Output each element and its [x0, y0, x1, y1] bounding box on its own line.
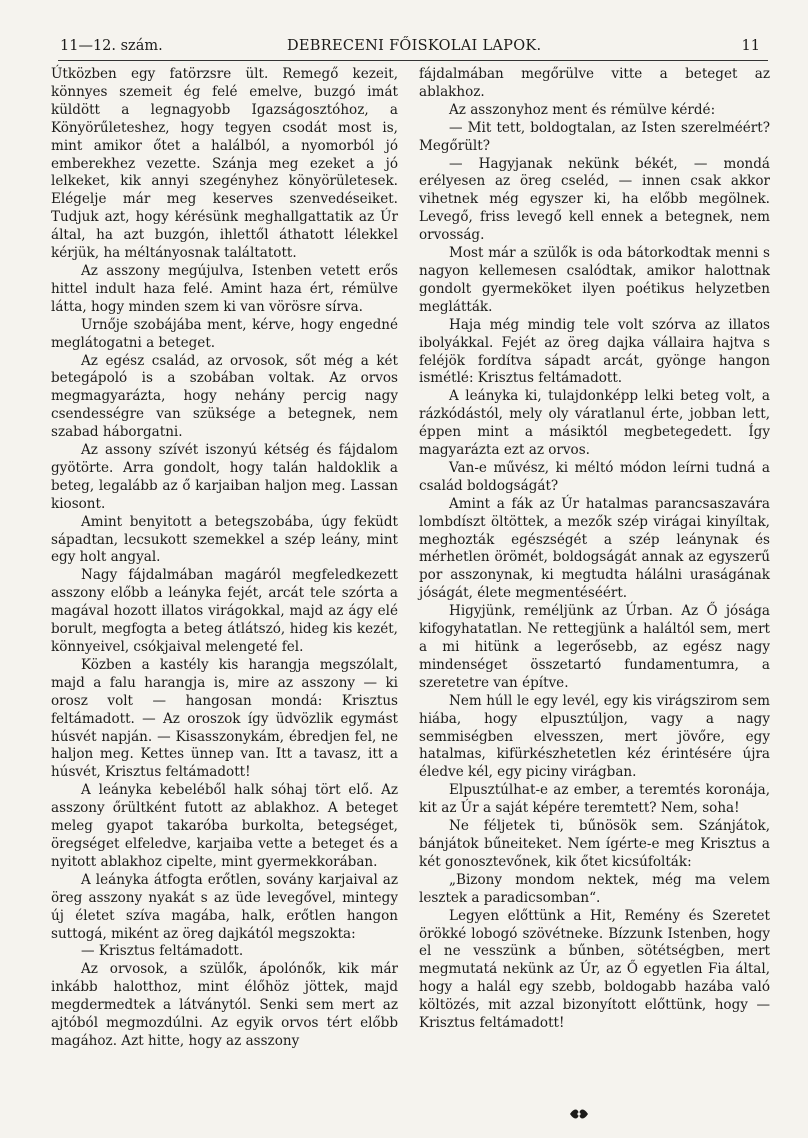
paragraph: fájdalmában megőrülve vitte a beteget az ablakhoz.	[419, 66, 770, 100]
running-header	[54, 38, 770, 62]
paragraph: A leányka átfogta erőtlen, sovány karjaival az öreg asszony nyakát s az üde levegővel, mintegy új életet szíva magába, halk, erőtlen hangon suttogá, miként az öreg dajkától megszokta:	[51, 871, 398, 942]
paragraph: Az egész család, az orvosok, sőt még a két betegápoló is a szobában voltak. Az orvos megmagyarázta, hogy nehány percig nagy csendességre van szüksége a betegnek, nem szabad háborgatni.	[51, 352, 398, 441]
left-column	[51, 66, 398, 1051]
paragraph: Útközben egy fatörzsre ült. Remegő kezeit, könnyes szemeit ég felé emelve, buzgó imát küldött a legnagyobb Igazságosztóhoz, a Könyörűleteshez, hogy tegyen csodát most is, mint amikor őtet a halálból, a nyomorból jó emberekhez vezette. Szánja meg ezeket a jó lelkeket, kik annyi szegényhez könyörületesek. Elégelje már meg keserves szenvedéseiket. Tudjuk azt, hogy kérésünk meghallgattatik az Úr által, ha azt buzgón, ihlettől áthatott lélekkel kérjük, ha méltányosnak találtatott.	[51, 66, 398, 262]
paragraph: Közben a kastély kis harangja megszólalt, majd a falu harangja is, mire az asszony — ki orosz volt — hangosan mondá: Krisztus feltámadott. — Az oroszok így üdvözlik egymást húsvét napján. — Kisasszonykám, ébredjen fel, ne haljon meg. Kettes ünnep van. Itt a tavasz, itt a húsvét, Krisztus feltámadott!	[51, 656, 398, 781]
paragraph: — Mit tett, boldogtalan, az Isten szerelméért? Megőrült?	[419, 119, 770, 154]
paragraph: Elpusztúlhat-e az ember, a teremtés koronája, kit az Úr a saját képére teremtett? Nem, soha!	[419, 782, 770, 817]
paragraph: Amint a fák az Úr hatalmas parancsaszavára lombdíszt öltöttek, a mezők szép virágai kinyíltak, meghozták egészségét a szép leánynak és mérhetlen örömét, boldogságát annak az egyszerű por asszonynak, ki megtudta hálálni uraságának jóságát, élete megmentéséért.	[419, 495, 770, 602]
paragraph: Haja még mindig tele volt szórva az illatos ibolyákkal. Fejét az öreg dajka vállaira hajtva s feléjök fordítva sápadt arcát, gyönge hangon ismétlé: Krisztus feltámadott.	[419, 316, 770, 387]
paragraph: Az asszonyhoz ment és rémülve kérdé:	[449, 101, 716, 118]
paragraph: — Hagyjanak nekünk békét, — mondá erélyesen az öreg cseléd, — innen csak akkor vihetnek még egyszer ki, ha előbb megölnek. Levegő, friss levegő kell ennek a betegnek, nem orvosság.	[419, 155, 770, 244]
paragraph: Ne féljetek ti, bűnösök sem. Szánjátok, bánjátok bűneiteket. Nem ígérte-e meg Krisztus a két gonosztevőnek, kik őtet kicsúfolták:	[419, 818, 770, 870]
page-number: 11	[741, 38, 760, 54]
paragraph: Az assony szívét iszonyú kétség és fájdalom gyötörte. Arra gondolt, hogy talán haldoklik a beteg, legalább az ő karjaiban haljon meg. Lassan kiosont.	[51, 442, 398, 512]
issue-number: 11—12. szám.	[60, 38, 163, 54]
paragraph: Urnője szobájába ment, kérve, hogy engedné meglátogatni a beteget.	[51, 316, 398, 351]
paragraph: — Krisztus feltámadott.	[81, 943, 244, 960]
paragraph: Nagy fájdalmában magáról megfeledkezett asszony előbb a leányka fejét, arcát tele szórta a magával hozott illatos virágokkal, majd az ágy elé borult, megfogta a beteg átlátszó, hideg kis kezét, könnyeivel, csókjaival melengeté fel.	[51, 567, 398, 655]
paragraph: Nem húll le egy levél, egy kis virágszirom sem hiába, hogy elpusztúljon, vagy a nagy semmiségben elvesszen, mert jövőre, egy hatalmas, kifürkészhetetlen kéz érintésére újra éledve kél, egy piciny virágban.	[419, 692, 770, 781]
header-rule	[58, 60, 768, 61]
paragraph: Legyen előttünk a Hit, Remény és Szeretet örökké lobogó szövétneke. Bízzunk Istenben, hogy el ne vesszünk a bűnben, sötétségben, mert megmutatá nekünk az Úr, az Ő egyetlen Fia által, hogy a halál egy szebb, boldogabb hazába való költözés, mit azzal bizonyított előttünk, hogy — Krisztus feltámadott!	[419, 907, 770, 1032]
paragraph: „Bizony mondom nektek, még ma velem lesztek a paradicsomban“.	[419, 871, 770, 906]
paragraph: Az orvosok, a szülők, ápolónők, kik már inkább halotthoz, mint élőhöz jöttek, majd megdermedtek a látványtól. Senki sem mert az ajtóból megmozdúlni. Az egyik orvos tért előbb magához. Azt hitte, hogy az asszony	[51, 961, 398, 1049]
journal-title: DEBRECENI FŐISKOLAI LAPOK.	[287, 38, 542, 54]
paragraph: Most már a szülők is oda bátorkodtak menni s nagyon kellemesen csalódtak, amikor halottnak gondolt gyermeköket ilyen poétikus helyzetben meglátták.	[419, 245, 770, 315]
paragraph: Az asszony megújulva, Istenben vetett erős hittel indult haza felé. Amint haza ért, rémülve látta, hogy minden szem ki van vörösre sírva.	[51, 262, 398, 315]
fleuron-icon	[568, 1105, 590, 1123]
paragraph: Amint benyitott a betegszobába, úgy feküdt sápadtan, lecsukott szemekkel a szép leány, mint egy holt angyal.	[51, 513, 398, 566]
paragraph: A leányka ki, tulajdonképp lelki beteg volt, a rázkódástól, mely oly váratlanul érte, jobban lett, éppen mint a másiktól megbetegedett. Így magyarázta ezt az orvos.	[419, 388, 770, 459]
paragraph: Higyjünk, reméljünk az Úrban. Az Ő jósága kifogyhatatlan. Ne rettegjünk a haláltól sem, mert a mi hitünk a legerősebb, az egész nagy mindenséget összetartó fundamentumra, a szeretetre van építve.	[419, 603, 770, 691]
paragraph: Van-e művész, ki méltó módon leírni tudná a család boldogságát?	[419, 459, 770, 494]
paragraph: A leányka kebeléből halk sóhaj tört elő. Az asszony őrültként futott az ablakhoz. A beteget meleg gyapot takaróba burkolta, betegséget, öregséget elfeledve, karjaiba vette a beteget és a nyitott ablakhoz cipelte, mint gyermekkorában.	[51, 782, 398, 870]
right-column	[419, 66, 770, 1033]
